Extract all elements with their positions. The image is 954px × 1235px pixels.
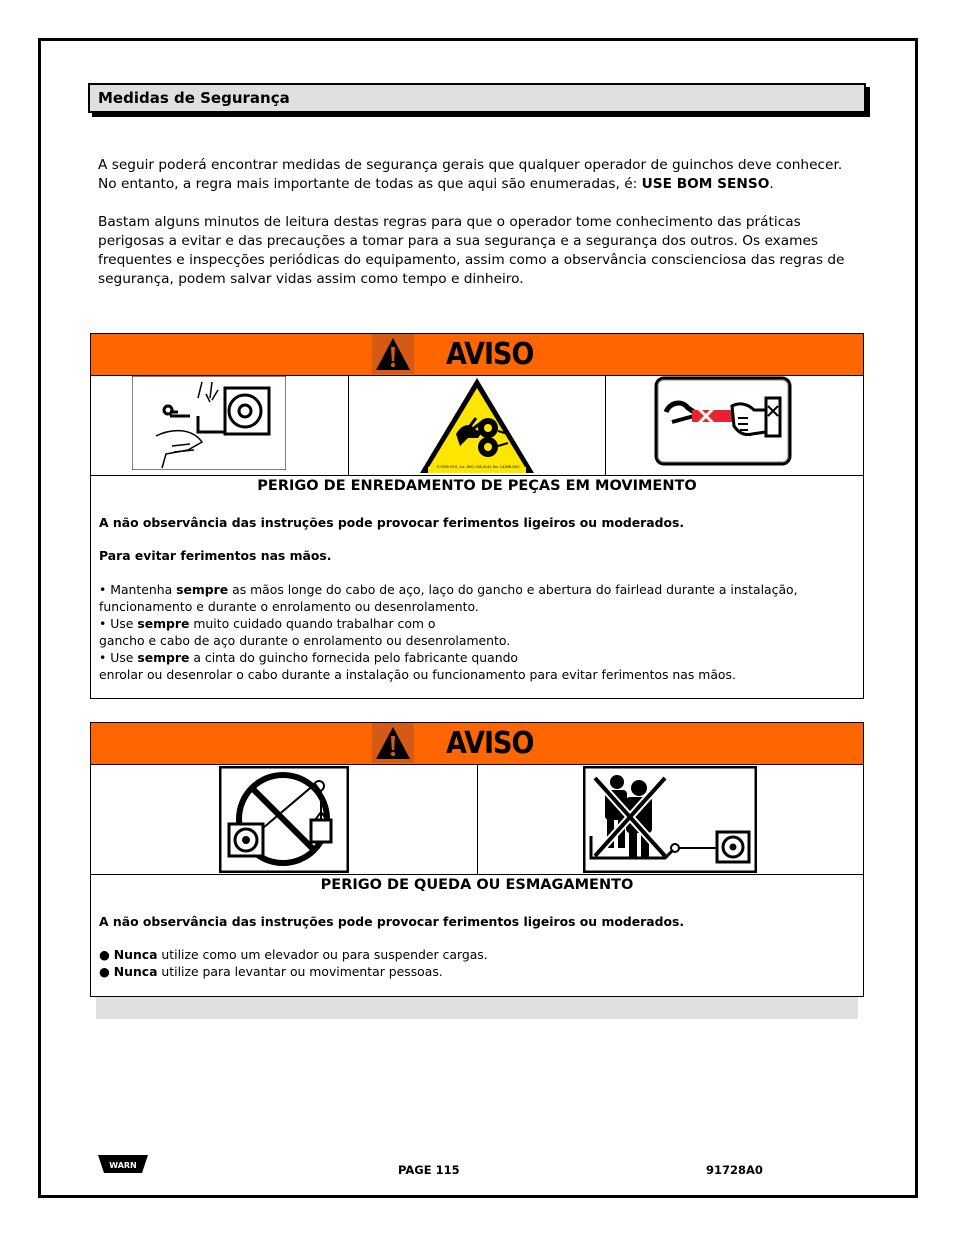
warning-box-fall-crush (90, 722, 864, 997)
warning-text (99, 514, 855, 531)
document-number: 91728A0 (706, 1163, 763, 1177)
warning-bullets (99, 581, 855, 683)
warn-logo (98, 1153, 148, 1179)
intro-paragraph-1: A seguir poderá encontrar medidas de segurança gerais que qualquer operador de guinchos deve conhecer. No entanto, a regra mais importante de todas as que aqui são enumeradas, é: USE BOM SENSO. (98, 157, 843, 192)
hazard-title: PERIGO DE ENREDAMENTO DE PEÇAS EM MOVIMENTO (257, 478, 697, 494)
bullet-1: • Mantenha sempre as mãos longe do cabo de aço, laço do gancho e abertura do fairlead durante a instalação, funcionamento e durante o enrolamento ou desenrolamento. (99, 582, 798, 614)
entanglement-hazard-icon (418, 376, 536, 479)
warning-bullets (99, 946, 855, 980)
consequence-text: A não observância das instruções pode provocar ferimentos ligeiros ou moderados. (99, 515, 685, 530)
warning-header (91, 334, 863, 376)
bullet-2-continued: gancho e cabo de aço durante o enrolamento ou desenrolamento. (99, 633, 511, 648)
pictogram-cell (91, 765, 478, 874)
consequence-text: A não observância das instruções pode provocar ferimentos ligeiros ou moderados. (99, 914, 685, 929)
bullet-2: • Use sempre muito cuidado quando trabalhar com o (99, 616, 436, 631)
intro-paragraph-2: Bastam alguns minutos de leitura destas regras para que o operador tome conhecimento das práticas perigosas a evitar e das precauções a tomar para a sua segurança e a segurança dos outros. Os exames frequentes e inspecções periódicas do equipamento, assim como a observância conscienciosa das regras de segurança, podem salvar vidas assim como tempo e dinheiro. (98, 214, 845, 287)
aviso-label: AVISO (446, 337, 534, 372)
warning-subtitle: Para evitar ferimentos nas mãos. (99, 548, 332, 563)
warning-header (91, 723, 863, 765)
pictogram-cell (477, 765, 863, 874)
gray-bar (96, 997, 858, 1019)
hand-winch-hazard-icon (132, 376, 286, 474)
hazard-title: PERIGO DE QUEDA OU ESMAGAMENTO (320, 877, 634, 893)
bullet-2: ● Nunca utilize para levantar ou movimentar pessoas. (99, 964, 443, 979)
use-hand-strap-icon (654, 376, 792, 470)
bullet-3: • Use sempre a cinta do guincho fornecida pelo fabricante quando (99, 650, 519, 665)
bullet-1: ● Nunca utilize como um elevador ou para suspender cargas. (99, 947, 488, 962)
page-number: PAGE 115 (398, 1163, 460, 1177)
pictogram-cell (91, 376, 349, 475)
pictogram-cell (605, 376, 863, 475)
sticker-caption: ©1990 HCS, Inc. 800-748-0241 No. 1418B-5G0 (436, 465, 520, 469)
pictogram-row (91, 765, 863, 875)
svg-text:WARN: WARN (109, 1161, 137, 1170)
warning-box-entanglement (90, 333, 864, 699)
pictogram-row (91, 376, 863, 476)
aviso-label: AVISO (446, 726, 534, 761)
warning-triangle-icon (372, 723, 414, 763)
section-title: Medidas de Segurança (98, 89, 290, 107)
pictogram-cell (348, 376, 606, 475)
no-lifting-people-icon (583, 766, 757, 877)
no-lifting-loads-icon (219, 766, 349, 877)
section-header (88, 83, 866, 113)
bullet-3-continued: enrolar ou desenrolar o cabo durante a instalação ou funcionamento para evitar ferimentos nas mãos. (99, 667, 736, 682)
warning-triangle-icon (372, 334, 414, 374)
warning-text (99, 913, 855, 930)
